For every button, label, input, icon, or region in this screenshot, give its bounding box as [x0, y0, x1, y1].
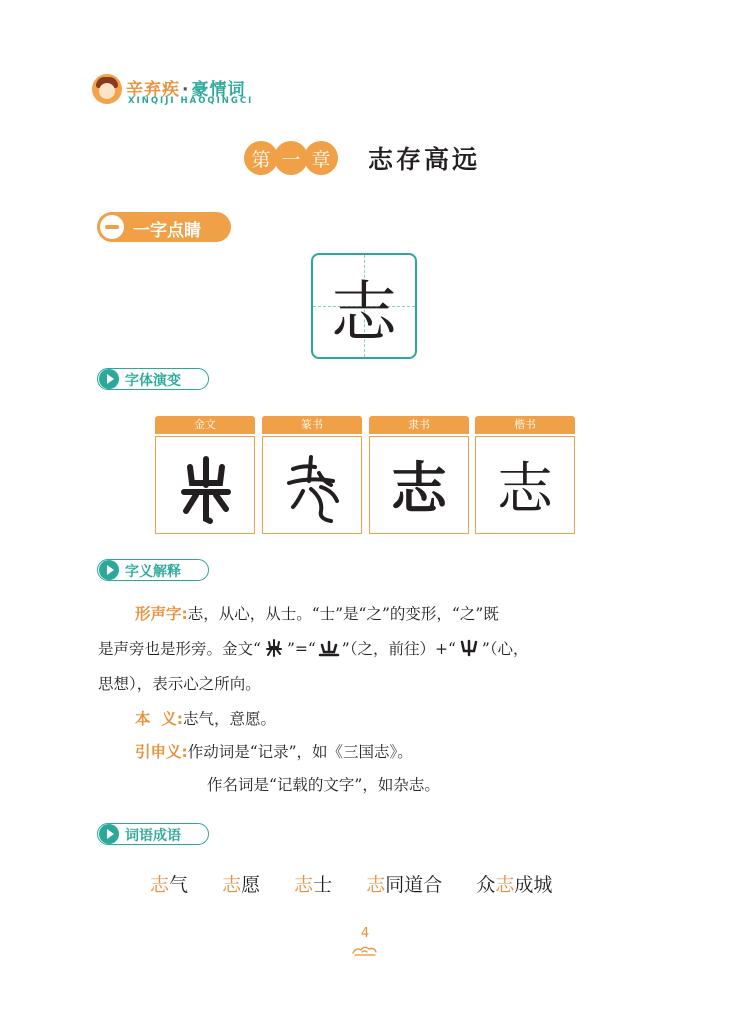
explanation-text: 是声旁也是形旁。金文“ — [98, 640, 261, 658]
script-panel-regular — [475, 416, 575, 534]
explanation-line-1 — [135, 602, 499, 624]
explanation-text: ”=“ — [286, 640, 316, 658]
bronze-script-glyph — [156, 437, 256, 535]
explanation-extended-meaning — [135, 740, 413, 762]
word-item — [222, 874, 260, 896]
word-rest: 士 — [313, 874, 333, 896]
word-highlight: 志 — [150, 874, 170, 896]
script-panel-clerical — [369, 416, 469, 534]
word-item — [150, 874, 188, 896]
explanation-line-3: 思想），表示心之所向。 — [98, 675, 261, 693]
words-heading-label: 词语成语 — [125, 828, 181, 844]
script-label: 楷书 — [475, 416, 575, 434]
clerical-script-glyph: 志 — [391, 456, 447, 522]
script-panel-seal — [262, 416, 362, 534]
series-title-a: 辛弃疾 — [126, 80, 180, 100]
script-glyph-frame — [155, 436, 255, 534]
explanation-original-meaning — [135, 707, 276, 729]
bronze-heart-icon — [458, 639, 480, 657]
chapter-badge — [244, 141, 334, 175]
section-title: 一字点睛 — [133, 221, 201, 241]
page-number: 4 — [360, 926, 370, 941]
explanation-text: 作动词是“记录”，如《三国志》。 — [187, 743, 413, 761]
chapter-badge-char: 章 — [304, 141, 338, 175]
character-box — [311, 253, 417, 359]
word-rest: 气 — [169, 874, 189, 896]
explanation-text: 志，从心，从士。“士”是“之”的变形，“之”既 — [187, 605, 499, 623]
explanation-heading-label: 字义解释 — [125, 564, 181, 580]
explanation-heading — [97, 559, 209, 583]
play-icon — [99, 369, 119, 389]
term-label: 本 义: — [135, 710, 183, 728]
word-item — [366, 874, 442, 896]
chapter-badge-char: 第 — [244, 141, 278, 175]
words-heading — [97, 823, 209, 847]
word-rest: 成城 — [514, 874, 553, 896]
chapter-title: 志存高远 — [368, 145, 481, 174]
regular-script-glyph: 志 — [497, 457, 553, 522]
bronze-zhi-icon — [263, 639, 285, 657]
script-glyph-frame — [262, 436, 362, 534]
explanation-text: 志气，意愿。 — [183, 710, 277, 728]
script-label: 篆书 — [262, 416, 362, 434]
word-rest: 愿 — [241, 874, 261, 896]
script-label: 隶书 — [369, 416, 469, 434]
explanation-text: ”（之，前往）+“ — [341, 640, 456, 658]
term-label: 引申义: — [135, 743, 188, 761]
script-glyph-frame — [369, 436, 469, 534]
script-label: 金文 — [155, 416, 255, 434]
explanation-text: ”（心， — [481, 640, 529, 658]
series-title-b: 豪情词 — [191, 80, 246, 100]
logo-icon — [92, 74, 122, 104]
word-highlight: 志 — [366, 874, 386, 896]
word-rest: 同道合 — [385, 874, 443, 896]
section-heading — [97, 212, 231, 242]
play-icon — [99, 824, 119, 844]
word-item — [294, 874, 332, 896]
series-subtitle: XINQIJI HAOQINGCI — [128, 96, 254, 106]
bronze-zhi-go-icon — [318, 639, 340, 657]
chapter-badge-char: 一 — [274, 141, 308, 175]
main-character: 志 — [331, 273, 397, 351]
series-title-dot: · — [182, 80, 190, 100]
explanation-line-2 — [98, 637, 529, 659]
explanation-extended-meaning-2: 作名词是“记载的文字”，如杂志。 — [207, 776, 440, 794]
play-icon — [99, 560, 119, 580]
word-highlight: 志 — [495, 874, 515, 896]
word-highlight: 志 — [222, 874, 242, 896]
word-prefix: 众 — [476, 874, 496, 896]
word-list — [150, 870, 552, 897]
evolution-heading-label: 字体演变 — [125, 373, 181, 389]
seal-script-glyph — [263, 437, 363, 535]
section-number-icon — [100, 215, 124, 239]
term-label: 形声字: — [135, 605, 188, 623]
script-panel-bronze — [155, 416, 255, 534]
script-glyph-frame — [475, 436, 575, 534]
cloud-ornament-icon — [350, 944, 380, 958]
evolution-heading — [97, 368, 209, 392]
word-highlight: 志 — [294, 874, 314, 896]
word-item — [476, 874, 552, 896]
